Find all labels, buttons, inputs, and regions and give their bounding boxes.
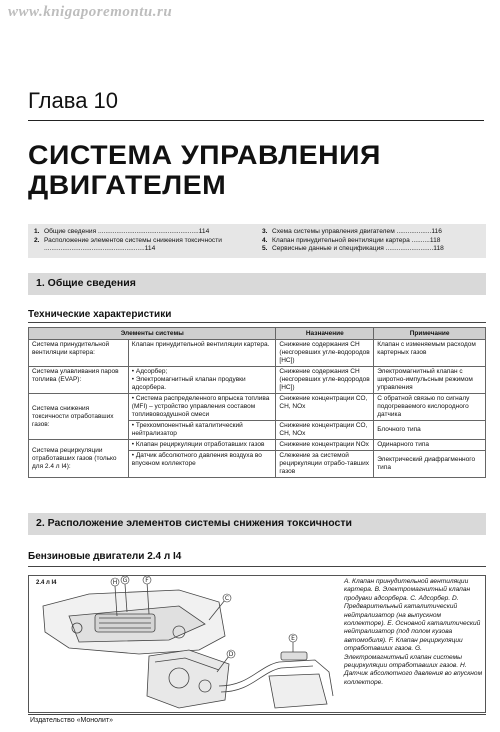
cell-note: Электрический диафрагменного типа bbox=[374, 451, 486, 478]
toc-item[interactable]: 1. Общие сведения .......................................................114 bbox=[34, 228, 210, 235]
subheading-rule bbox=[28, 322, 486, 323]
cell-note: Блочного типа bbox=[374, 421, 486, 440]
callout-f: F bbox=[145, 577, 149, 584]
toc-item[interactable]: 4. Клапан принудительной вентиляции картера ..........118 bbox=[262, 236, 441, 244]
callout-h: H bbox=[112, 579, 118, 586]
chapter-title bbox=[28, 140, 381, 200]
callout-g: G bbox=[122, 577, 128, 584]
cell-elements: • Трехкомпонентный каталитический нейтрализатор bbox=[128, 421, 276, 440]
toc-column-right bbox=[262, 228, 480, 254]
callout-c: C bbox=[224, 595, 230, 602]
subheading-rule bbox=[28, 566, 486, 567]
cell-note: Электромагнитный клапан с широтно-импульсным режимом управления bbox=[374, 367, 486, 394]
section-heading-emission-layout: 2. Расположение элементов системы снижения токсичности bbox=[28, 513, 486, 535]
subheading-specs: Технические характеристики bbox=[28, 309, 172, 320]
cell-note: Клапан с изменяемым расходом картерных газов bbox=[374, 340, 486, 367]
toc-column-left bbox=[34, 228, 252, 254]
cell-system: Система улавливания паров топлива (EVAP): bbox=[29, 367, 129, 394]
spec-table bbox=[28, 327, 486, 478]
chapter-heading: Глава 10 bbox=[28, 88, 119, 113]
table-row bbox=[29, 394, 486, 421]
cell-purpose: Снижение концентрации NOx bbox=[276, 440, 374, 451]
table-header-row bbox=[29, 328, 486, 340]
chapter-rule bbox=[28, 120, 484, 121]
subheading-engines: Бензиновые двигатели 2.4 л I4 bbox=[28, 551, 182, 562]
publisher-footer: Издательство «Монолит» bbox=[30, 717, 114, 724]
cell-purpose: Снижение содержания СН (несгоревших угле-водородов [НС]) bbox=[276, 340, 374, 367]
cell-system: Система снижения токсичности отработавших газов: bbox=[29, 394, 129, 440]
title-line-2: ДВИГАТЕЛЕМ bbox=[28, 170, 227, 200]
table-of-contents bbox=[28, 224, 486, 258]
toc-item[interactable]: 3. Схема системы управления двигателем ...................116 bbox=[262, 228, 442, 235]
table-row bbox=[29, 440, 486, 451]
header-purpose: Назначение bbox=[276, 328, 374, 340]
cell-elements: Клапан принудительной вентиляции картера. bbox=[128, 340, 276, 367]
header-note: Примечание bbox=[374, 328, 486, 340]
cell-elements: • Датчик абсолютного давления воздуха во впускном коллекторе bbox=[128, 451, 276, 478]
toc-item[interactable]: 5. Сервисные данные и спецификация ..........................118 bbox=[262, 245, 444, 252]
cell-purpose: Снижение содержания СН (несгоревших угле-водородов [НС]) bbox=[276, 367, 374, 394]
cell-elements: • Клапан рециркуляции отработавших газов bbox=[128, 440, 276, 451]
cell-system: Система принудительной вентиляции картера: bbox=[29, 340, 129, 367]
cell-system: Система рециркуляции отработавших газов (только для 2.4 л I4): bbox=[29, 440, 129, 478]
table-row bbox=[29, 340, 486, 367]
toc-item[interactable]: 2. Расположение элементов системы снижения токсичности .......................................................114 bbox=[34, 236, 222, 252]
header-elements: Элементы системы bbox=[29, 328, 276, 340]
cell-note: С обратной связью по сигналу подогреваемого кислородного датчика bbox=[374, 394, 486, 421]
cell-note: Одинарного типа bbox=[374, 440, 486, 451]
table-row bbox=[29, 367, 486, 394]
cell-purpose: Слежение за системой рециркуляции отрабо-тавших газов bbox=[276, 451, 374, 478]
title-line-1: СИСТЕМА УПРАВЛЕНИЯ bbox=[28, 140, 381, 170]
cell-purpose: Снижение концентрации СО, СН, NOx bbox=[276, 394, 374, 421]
callout-e: E bbox=[291, 635, 295, 642]
callout-d: D bbox=[228, 651, 234, 658]
footer-rule bbox=[28, 714, 486, 715]
cell-elements: • Адсорбер; • Электромагнитный клапан продувки адсорбера. bbox=[128, 367, 276, 394]
figure-caption: A. Клапан принудительной вентиляции картера. B. Электромагнитный клапан продувки адсорбера. C. Адсорбер. D. Предварительный каталитический нейтрализатор (на выпускном коллекторе). E. Основной каталитический нейтрализатор (под полом кузова автомобиля). F. Клапан рециркуляции отработавших газов. G. Электромагнитный клапан системы рециркуляции отработавших газов. H. Датчик абсолютного давления во впускном коллекторе. bbox=[344, 578, 483, 686]
cell-purpose: Снижение концентрации СО, СН, NOx bbox=[276, 421, 374, 440]
section-heading-general: 1. Общие сведения bbox=[28, 273, 486, 295]
engine-illustration bbox=[29, 576, 339, 712]
figure-engine-label: 2.4 л I4 bbox=[36, 580, 57, 586]
cell-elements: • Система распределенного впрыска топлива (MFI) – устройство управления составом топливовоздушной смеси bbox=[128, 394, 276, 421]
watermark: www.knigaporemontu.ru bbox=[8, 4, 173, 20]
